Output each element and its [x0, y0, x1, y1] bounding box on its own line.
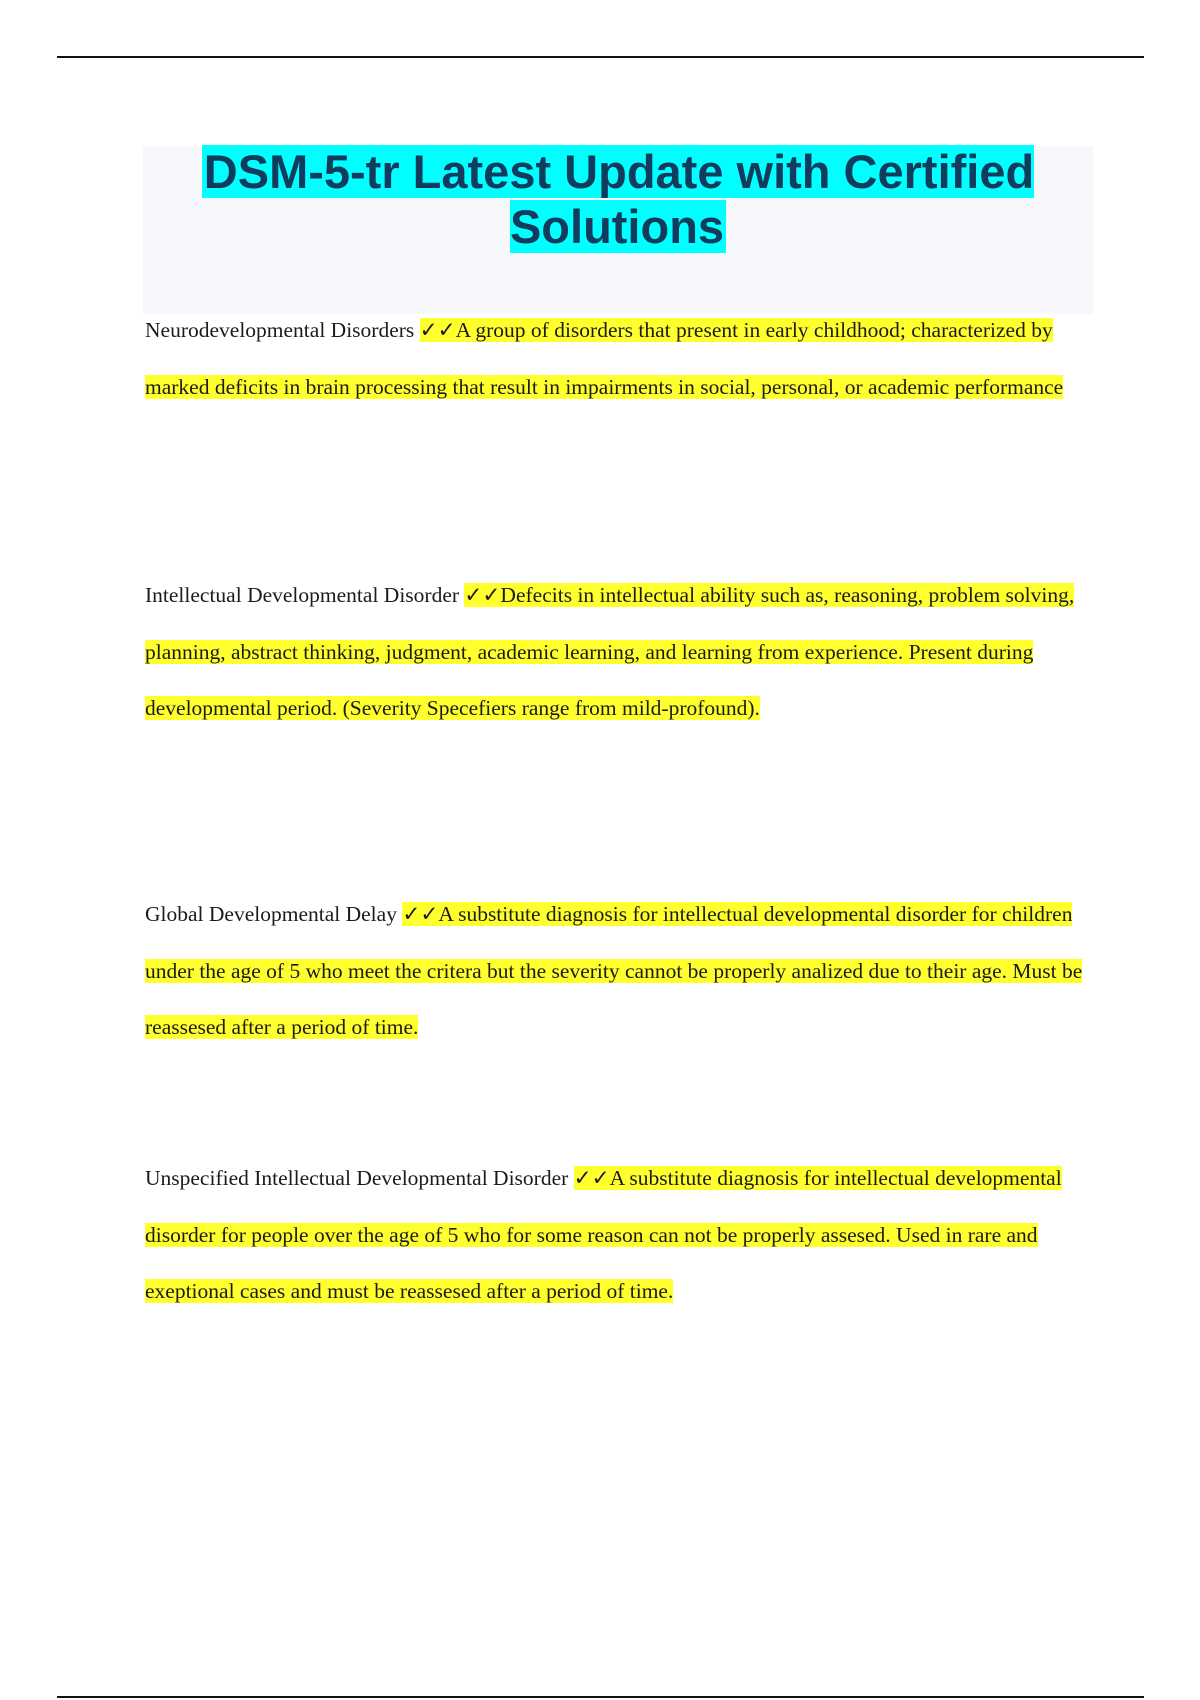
entry-definition: ✓✓A substitute diagnosis for intellectual developmental disorder for children under the age of 5 who meet the critera but the severity cannot be properly analized due to their age. Must be reassesed after a period of time.	[145, 902, 1083, 1039]
glossary-entry	[145, 1150, 1085, 1320]
entry-definition: ✓✓Defecits in intellectual ability such as, reasoning, problem solving, planning, abstract thinking, judgment, academic learning, and learning from experience. Present during developmental period. (Severity Specefiers range from mild-profound).	[145, 583, 1075, 720]
entry-definition: ✓✓A substitute diagnosis for intellectual developmental disorder for people over the age of 5 who for some reason can not be properly assesed. Used in rare and exeptional cases and must be reassesed after a period of time.	[145, 1166, 1062, 1303]
entry-term: Intellectual Developmental Disorder	[145, 583, 460, 607]
glossary-entry	[145, 567, 1085, 737]
entry-term: Unspecified Intellectual Developmental Disorder	[145, 1166, 569, 1190]
entry-definition: ✓✓A group of disorders that present in early childhood; characterized by marked deficits in brain processing that result in impairments in social, personal, or academic performance	[145, 318, 1064, 399]
entry-term: Neurodevelopmental Disorders	[145, 318, 415, 342]
glossary-entry	[145, 302, 1085, 415]
entry-term: Global Developmental Delay	[145, 902, 397, 926]
bottom-rule	[57, 1696, 1144, 1698]
glossary-entry	[145, 886, 1085, 1056]
document-title-text: DSM-5-tr Latest Update with Certified Solutions	[203, 145, 1035, 253]
top-rule	[57, 56, 1144, 58]
document-title	[143, 144, 1093, 254]
